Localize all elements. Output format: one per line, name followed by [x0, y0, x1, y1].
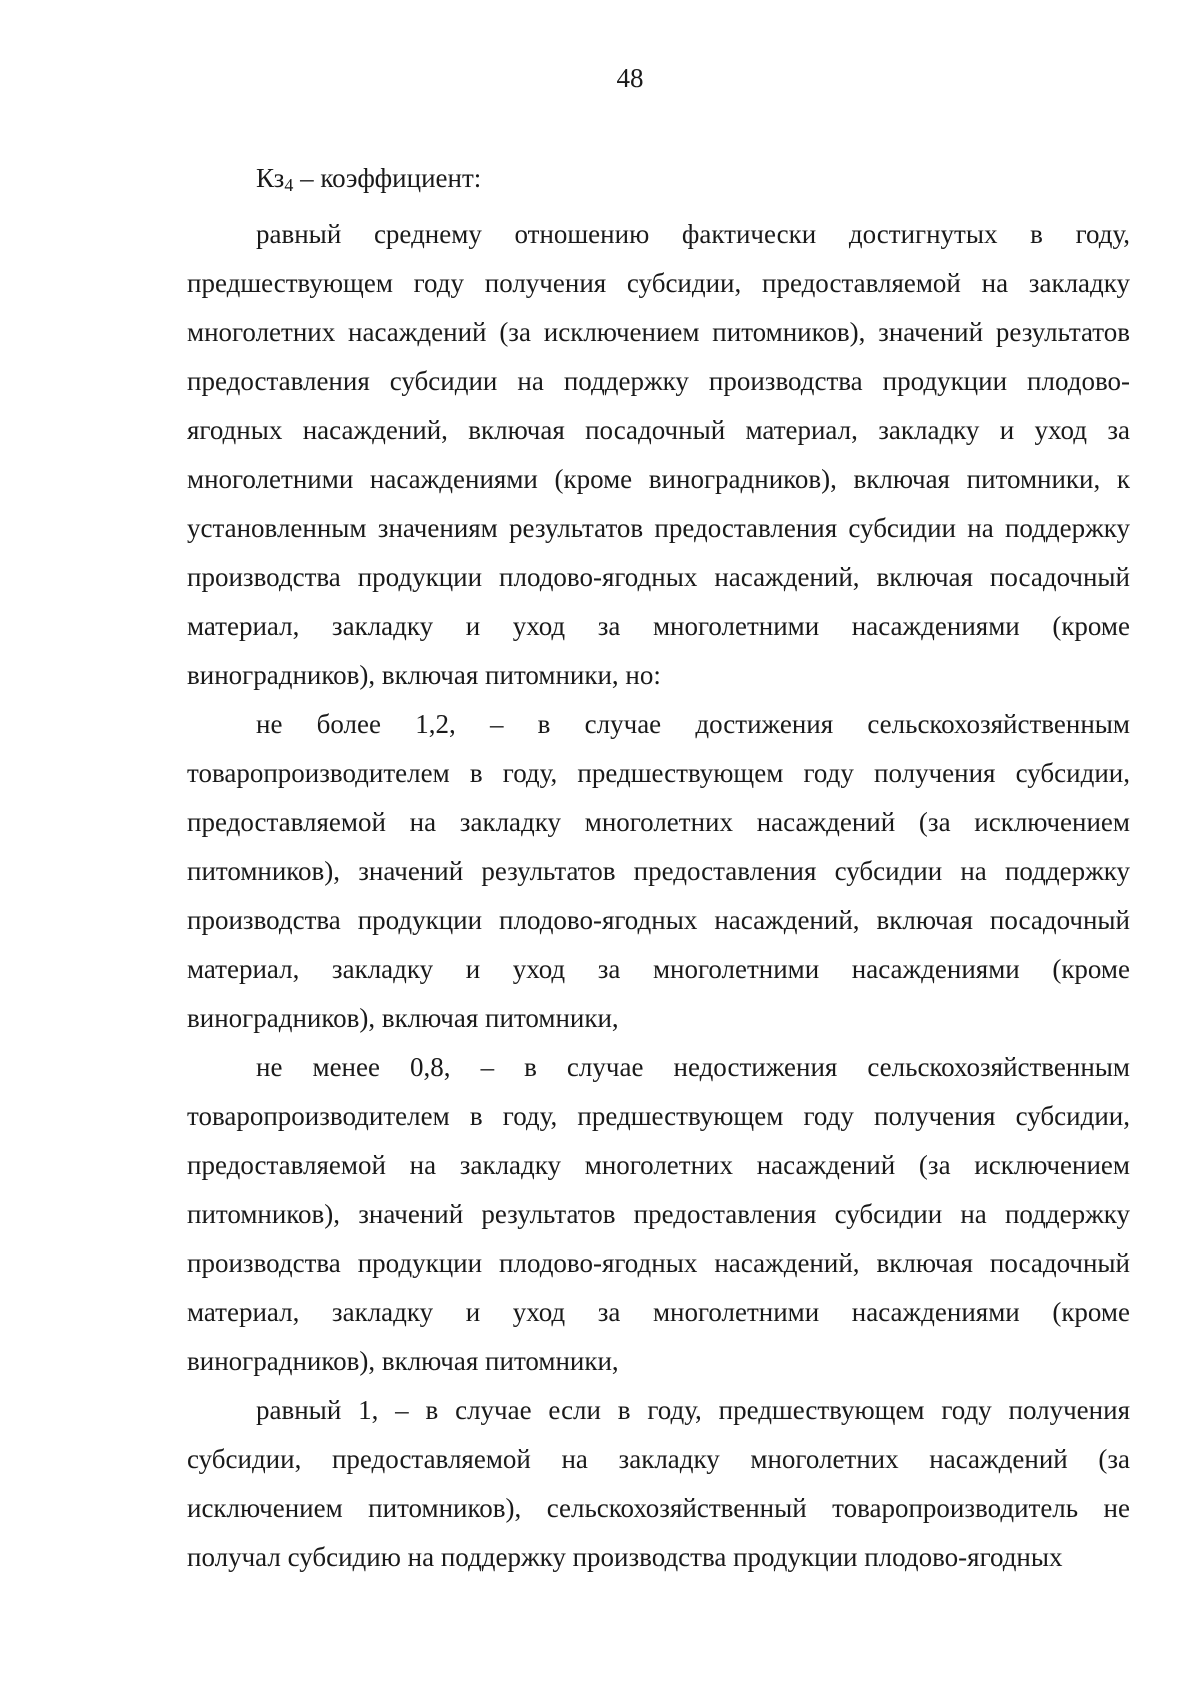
- paragraph-not-less: не менее 0,8, – в случае недостижения сельскохозяйственным товаропроизводителем в году, предшествующем году получения субсидии, предоставляемой на закладку многолетних насаждений (за исключением питомников), значений результатов предоставления субсидии на поддержку производства продукции плодово-ягодных насаждений, включая посадочный материал, закладку и уход за многолетними насаждениями (кроме виноградников), включая питомники,: [187, 1052, 1130, 1376]
- paragraph-equal-average: равный среднему отношению фактически достигнутых в году, предшествующем году получения субсидии, предоставляемой на закладку многолетних насаждений (за исключением питомников), значений результатов предоставления субсидии на поддержку производства продукции плодово-ягодных насаждений, включая посадочный материал, закладку и уход за многолетними насаждениями (кроме виноградников), включая питомники, к установленным значениям результатов предоставления субсидии на поддержку производства продукции плодово-ягодных насаждений, включая посадочный материал, закладку и уход за многолетними насаждениями (кроме виноградников), включая питомники, но:: [187, 219, 1130, 690]
- paragraph-not-more: не более 1,2, – в случае достижения сельскохозяйственным товаропроизводителем в году, предшествующем году получения субсидии, предоставляемой на закладку многолетних насаждений (за исключением питомников), значений результатов предоставления субсидии на поддержку производства продукции плодово-ягодных насаждений, включая посадочный материал, закладку и уход за многолетними насаждениями (кроме виноградников), включая питомники,: [187, 709, 1130, 1033]
- page-body: [187, 154, 1130, 1582]
- coefficient-subscript: 4: [284, 175, 294, 195]
- coefficient-label: – коэффициент:: [293, 163, 482, 193]
- coefficient-definition: [187, 154, 1130, 210]
- paragraph-equal-one: равный 1, – в случае если в году, предшествующем году получения субсидии, предоставляемой на закладку многолетних насаждений (за исключением питомников), сельскохозяйственный товаропроизводитель не получал субсидию на поддержку производства продукции плодово-ягодных: [187, 1395, 1130, 1572]
- page-number: 48: [616, 63, 644, 93]
- coefficient-symbol: Кз: [256, 163, 285, 193]
